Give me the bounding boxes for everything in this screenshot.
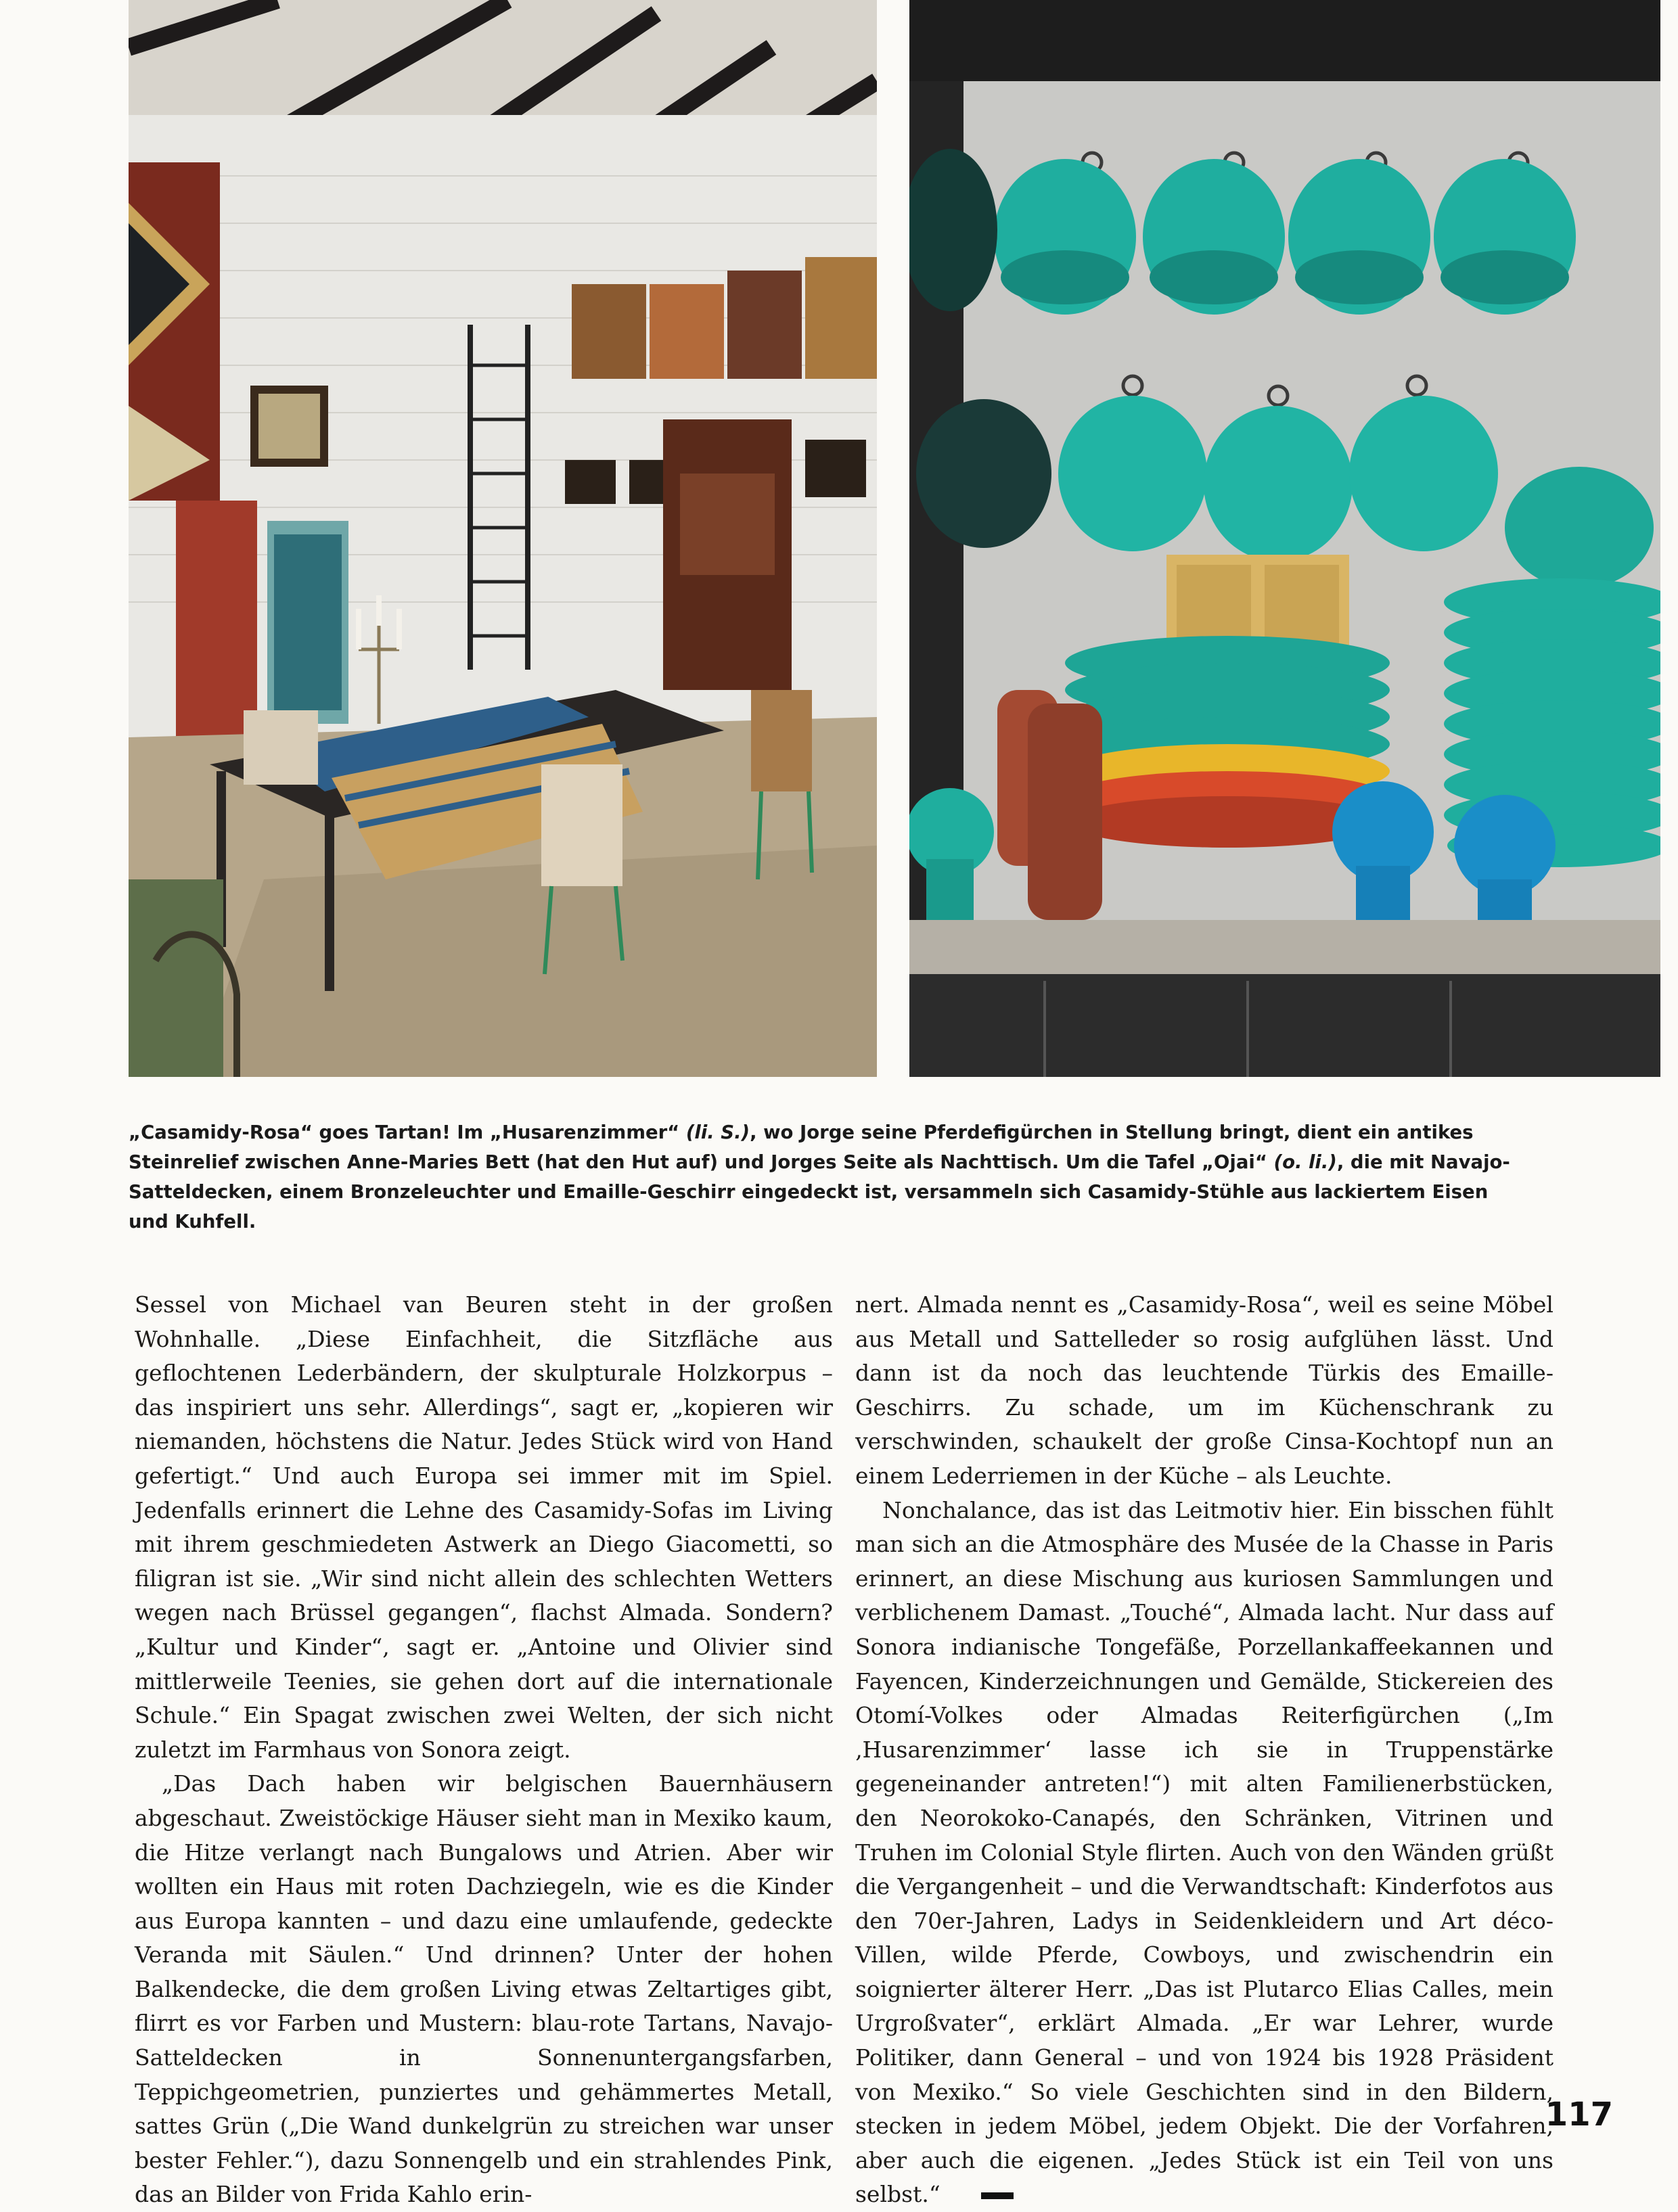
page-number: 117 (1545, 2096, 1613, 2134)
tableware-illustration (909, 0, 1660, 1077)
paragraph: „Das Dach haben wir belgischen Bauernhäusern abgeschaut. Zweistöckige Häuser sieht man in Mexiko kaum, die Hitze verlangt nach Bungalows und Atrien. Aber wir wollten ein Haus mit roten Dachziegeln, wie es die Kinder aus Europa kannten – und dazu eine umlaufende, gedeckte Veranda mit Säulen.“ Und drinnen? Unter der hohen Balkendecke, die dem großen Living etwas Zeltartiges gibt, flirrt es vor Farben und Mustern: blau-rote Tartans, Navajo-Satteldecken in Sonnenuntergangsfarben, Teppichgeometrien, punziertes und gehämmertes Metall, sattes Grün („Die Wand dunkelgrün zu streichen war unser bester Fehler.“), dazu Sonnengelb und ein strahlendes Pink, das an Bilder von Frida Kahlo erin- (135, 1770, 833, 2208)
paragraph-text: Nonchalance, das ist das Leitmotiv hier. Ein bisschen fühlt man sich an die Atmosphäre des Musée de la Chasse in Paris erinnert, an diese Mischung aus kuriosen Sammlungen und verblichenem Damast. „Touché“, Almada lacht. Nur dass auf Sonora indianische Tongefäße, Porzellankaffeekannen und Fayencen, Kinderzeichnungen und Gemälde, Stickereien des Otomí-Volkes oder Almadas Reiterfigürchen („Im ‚Husarenzimmer‘ lasse ich sie in Truppenstärke gegeneinander antreten!“) mit alten Familienerbstücken, den Neorokoko-Canapés, den Schränken, Vitrinen und Truhen im Colonial Style flirten. Auch von den Wänden grüßt die Vergangenheit – und die Verwandtschaft: Kinderfotos aus den 70er-Jahren, Ladys in Seidenkleidern und Art déco-Villen, wilde Pferde, Cowboys, und zwischendrin ein soignierter älterer Herr. „Das ist Plutarco Elias Calles, mein Urgroßvater“, erklärt Almada. „Er war Lehrer, wurde Politiker, dann General – und von 1924 bis 1928 Präsident von Mexiko.“ So viele Geschichten sind in den Bildern, stecken in jedem Möbel, jedem Objekt. Die der Vorfahren, aber auch die eigenen. „Jedes Stück ist ein Teil von uns selbst.“ (855, 1496, 1554, 2208)
dining-hall-illustration (129, 0, 877, 1077)
caption-ref-left-page: (li. S.) (685, 1122, 750, 1143)
caption-text-3: , die mit Navajo-Satteldecken, einem Bronzeleuchter und Emaille-Geschirr eingedeckt ist, versammeln sich Casamidy-Stühle aus lackiertem Eisen und Kuhfell. (129, 1151, 1510, 1232)
paragraph-last (855, 1494, 1554, 2212)
tableware-photo (909, 0, 1660, 1077)
text-column-left (135, 1288, 833, 2212)
photo-caption (129, 1117, 1533, 1237)
dining-hall-photo (129, 0, 877, 1077)
end-of-article-mark (981, 2192, 1014, 2199)
text-column-right (855, 1288, 1554, 2212)
paragraph: nert. Almada nennt es „Casamidy-Rosa“, weil es seine Möbel aus Metall und Sattelleder so rosig aufglühen lässt. Und dann ist da noch das leuchtende Türkis des Emaille-Geschirrs. Zu schade, um im Küchenschrank zu verschwinden, schaukelt der große Cinsa-Kochtopf nun an einem Lederriemen in der Küche – als Leuchte. (855, 1291, 1554, 1489)
caption-text-2: , wo Jorge seine Pferdefigürchen in Stellung bringt, dient ein antikes Steinrelief zwischen Anne-Maries Bett (hat den Hut auf) und Jorges Seite als Nachttisch. Um die Tafel „Ojai“ (129, 1122, 1474, 1173)
paragraph: Sessel von Michael van Beuren steht in der großen Wohnhalle. „Diese Einfachheit, die Sitzfläche aus geflochtenen Lederbändern, der skulpturale Holzkorpus – das inspiriert uns sehr. Allerdings“, sagt er, „kopieren wir niemanden, höchstens die Natur. Jedes Stück wird von Hand gefertigt.“ Und auch Europa sei immer mit im Spiel. Jedenfalls erinnert die Lehne des Casamidy-Sofas im Living mit ihrem geschmiedeten Astwerk an Diego Giacometti, so filigran ist sie. „Wir sind nicht allein des schlechten Wetters wegen nach Brüssel gegangen“, flachst Almada. Sondern? „Kultur und Kinder“, sagt er. „Antoine und Olivier sind mittlerweile Teenies, sie gehen dort auf die internationale Schule.“ Ein Spagat zwischen zwei Welten, der sich nicht zuletzt im Farmhaus von Sonora zeigt. (135, 1291, 833, 1763)
caption-text-1: „Casamidy-Rosa“ goes Tartan! Im „Husarenzimmer“ (129, 1122, 686, 1143)
caption-ref-top-left: (o. li.) (1273, 1151, 1337, 1173)
